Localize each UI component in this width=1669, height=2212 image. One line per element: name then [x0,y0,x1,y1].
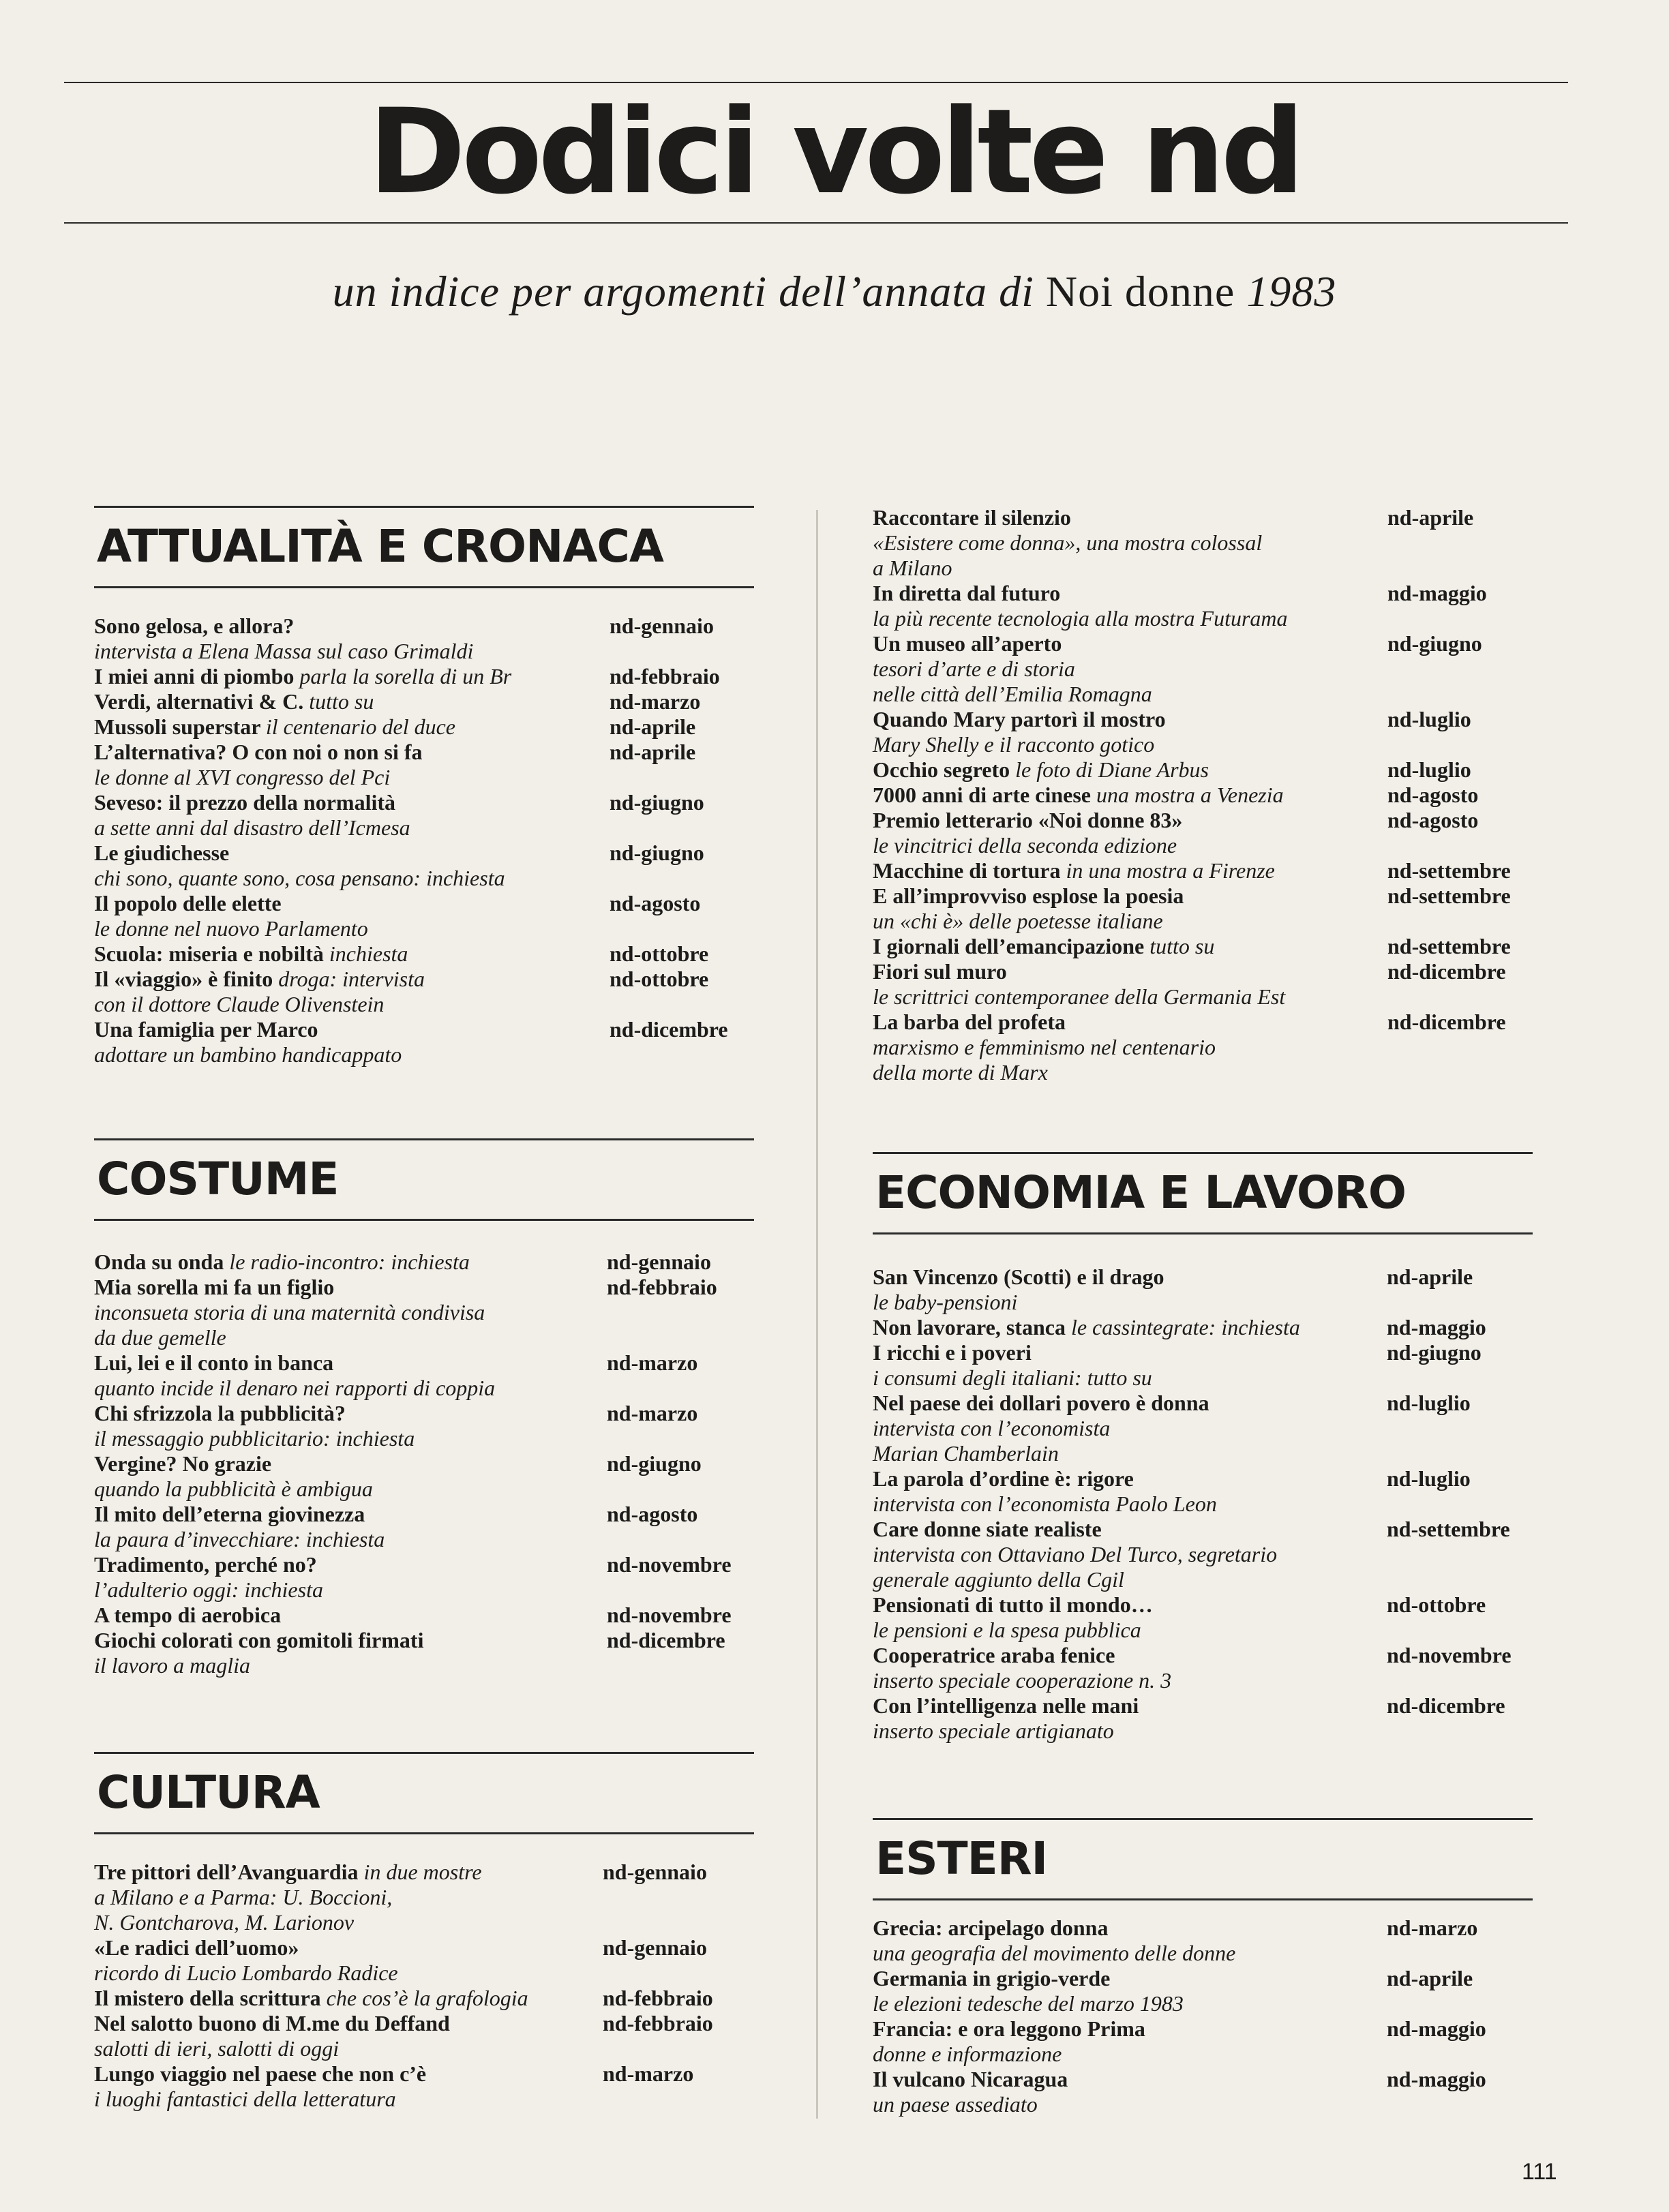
index-entry [873,1592,1533,1643]
entry-description: una geografia del movimento delle donne [873,1941,1236,1965]
entry-description: quando la pubblicità è ambigua [94,1476,373,1501]
index-entry [94,1552,754,1603]
entry-description: le foto di Diane Arbus [1015,757,1209,782]
index-entry [873,2016,1533,2067]
entry-issue: nd-ottobre [610,941,709,966]
index-entry [94,1935,754,1986]
entry-title: I giornali dell’emancipazione [873,934,1150,958]
entry-list-attualita [94,613,754,1067]
entry-list-cultura-cont [873,505,1533,1085]
entry-issue: nd-aprile [1387,505,1474,530]
entry-description: inserto speciale artigianato [873,1718,1114,1743]
entry-issue: nd-febbraio [603,2011,713,2035]
entry-description: donne e informazione [873,2042,1062,2066]
index-entry [94,613,754,664]
entry-description: il messaggio pubblicitario: inchiesta [94,1426,415,1451]
entry-issue: nd-aprile [1387,1966,1473,1990]
entry-title: Vergine? No grazie [94,1451,272,1476]
entry-issue: nd-luglio [1387,707,1471,731]
entry-description: la più recente tecnologia alla mostra Futurama [873,606,1288,631]
index-entry [94,1860,754,1935]
index-entry [873,858,1533,883]
entry-title: Giochi colorati con gomitoli firmati [94,1628,424,1652]
entry-line [873,1668,1533,1693]
index-entry [873,1693,1533,1744]
entry-line [873,606,1533,631]
entry-line [94,1910,754,1935]
index-entry [873,631,1533,707]
entry-title: Una famiglia per Marco [94,1017,318,1042]
entry-issue: nd-gennaio [610,613,714,638]
index-entry [873,1643,1533,1693]
index-entry [873,1315,1533,1340]
entry-line [873,1365,1533,1391]
entry-description: a Milano e a Parma: U. Boccioni, [94,1885,393,1909]
index-entry [94,1451,754,1502]
section-title: ESTERI [875,1832,1048,1885]
entry-description: inconsueta storia di una maternità condivisa [94,1300,485,1324]
section-heading-esteri [873,1818,1533,1901]
entry-issue: nd-febbraio [603,1986,713,2010]
section-title: ECONOMIA E LAVORO [875,1166,1406,1219]
index-entry [94,1249,754,1275]
entry-line [873,732,1533,757]
entry-title: Raccontare il silenzio [873,505,1071,530]
entry-description: le donne nel nuovo Parlamento [94,916,368,941]
entry-line [873,1542,1533,1567]
entry-title: I miei anni di piombo [94,664,300,688]
index-entry [94,967,754,1017]
entry-title: Chi sfrizzola la pubblicità? [94,1401,346,1425]
entry-list-cultura [94,1860,754,2112]
index-entry [873,1010,1533,1085]
entry-description: salotti di ieri, salotti di oggi [94,2036,340,2061]
index-entry [94,1275,754,1350]
entry-title: Tradimento, perché no? [94,1552,317,1577]
entry-issue: nd-febbraio [610,664,720,688]
entry-description: marxismo e femminismo nel centenario [873,1035,1216,1059]
entry-title: San Vincenzo (Scotti) e il drago [873,1264,1164,1289]
entry-line [873,530,1533,556]
entry-description: il lavoro a maglia [94,1653,251,1678]
entry-description: le scrittrici contemporanee della Germania Est [873,984,1286,1009]
entry-description: da due gemelle [94,1325,226,1350]
entry-issue: nd-giugno [610,840,704,865]
index-entry [94,1986,754,2011]
index-entry [873,707,1533,757]
entry-description: le vincitrici della seconda edizione [873,833,1177,858]
section-heading-attualita [94,506,754,589]
entry-issue: nd-settembre [1387,934,1511,958]
entry-list-costume [94,1249,754,1678]
entry-description: inserto speciale cooperazione n. 3 [873,1668,1172,1693]
entry-line [873,909,1533,934]
index-entry [94,1401,754,1451]
entry-title: Lui, lei e il conto in banca [94,1350,334,1375]
entry-description: intervista con l’economista [873,1416,1111,1440]
entry-issue: nd-dicembre [1387,1693,1505,1718]
entry-title: Francia: e ora leggono Prima [873,2016,1145,2041]
entry-issue: nd-maggio [1387,581,1487,605]
index-entry [94,689,754,714]
entry-title: Le giudichesse [94,840,230,865]
entry-issue: nd-agosto [1387,808,1479,832]
section-rule-top [873,1152,1533,1154]
entry-description: l’adulterio oggi: inchiesta [94,1577,323,1602]
index-entry [873,1466,1533,1517]
entry-line [94,992,754,1017]
section-rule-bottom [94,586,754,588]
index-entry [873,1264,1533,1315]
entry-issue: nd-marzo [1387,1915,1478,1940]
entry-line [94,1426,754,1451]
entry-description: parla la sorella di un Br [299,664,512,688]
entry-line [873,656,1533,682]
entry-line [873,556,1533,581]
entry-description: inchiesta [329,941,408,966]
entry-title: Il mito dell’eterna giovinezza [94,1502,365,1526]
header-rule-bottom [64,222,1568,224]
index-entry [873,1966,1533,2016]
entry-title: Mia sorella mi fa un figlio [94,1275,335,1299]
entry-title: Il popolo delle elette [94,891,282,915]
entry-issue: nd-giugno [607,1451,702,1476]
entry-line [873,1618,1533,1643]
entry-issue: nd-novembre [607,1603,732,1627]
entry-description: le elezioni tedesche del marzo 1983 [873,1991,1184,2016]
section-rule-bottom [873,1232,1533,1234]
section-heading-economia [873,1152,1533,1235]
entry-list-esteri [873,1915,1533,2117]
index-entry [873,1391,1533,1466]
entry-line [94,1527,754,1552]
entry-line [873,1290,1533,1315]
entry-description: le pensioni e la spesa pubblica [873,1618,1141,1642]
entry-title: Seveso: il prezzo della normalità [94,790,395,815]
entry-line [94,1376,754,1401]
section-title: COSTUME [97,1153,339,1205]
column-divider [816,510,818,2119]
entry-issue: nd-maggio [1387,1315,1486,1339]
entry-title: Occhio segreto [873,757,1016,782]
entry-description: tutto su [309,689,374,714]
entry-title: Cooperatrice araba fenice [873,1643,1115,1667]
section-rule-top [94,506,754,508]
entry-issue: nd-novembre [607,1552,732,1577]
entry-issue: nd-gennaio [603,1860,707,1884]
entry-line [94,916,754,941]
entry-line [94,1042,754,1067]
entry-issue: nd-giugno [610,790,704,815]
index-entry [873,757,1533,783]
index-entry [94,840,754,891]
section-rule-bottom [873,1898,1533,1900]
entry-title: La barba del profeta [873,1010,1066,1034]
entry-issue: nd-giugno [1387,631,1482,656]
entry-description: in una mostra a Firenze [1066,858,1275,883]
index-entry [94,1350,754,1401]
index-entry [873,1915,1533,1966]
entry-description: che cos’è la grafologia [326,1986,528,2010]
index-entry [94,664,754,689]
entry-issue: nd-aprile [610,740,696,764]
entry-list-economia [873,1264,1533,1744]
index-entry [94,1017,754,1067]
entry-issue: nd-giugno [1387,1340,1482,1365]
index-entry [94,1502,754,1552]
entry-issue: nd-marzo [607,1350,698,1375]
page-title: Dodici volte nd [368,83,1301,220]
entry-title: Tre pittori dell’Avanguardia [94,1860,364,1884]
entry-issue: nd-luglio [1387,757,1471,782]
entry-title: Lungo viaggio nel paese che non c’è [94,2061,427,2086]
entry-description: della morte di Marx [873,1060,1048,1085]
entry-title: Con l’intelligenza nelle mani [873,1693,1139,1718]
entry-line [94,866,754,891]
entry-title: Quando Mary partorì il mostro [873,707,1166,731]
entry-title: Scuola: miseria e nobiltà [94,941,329,966]
section-heading-costume [94,1138,754,1222]
entry-description: intervista a Elena Massa sul caso Grimaldi [94,639,474,663]
entry-description: Mary Shelly e il racconto gotico [873,732,1155,757]
entry-description: «Esistere come donna», una mostra colossal [873,530,1263,555]
entry-title: Il mistero della scrittura [94,1986,327,2010]
entry-issue: nd-dicembre [607,1628,725,1652]
entry-description: le cassintegrate: inchiesta [1070,1315,1300,1339]
entry-description: un paese assediato [873,2092,1038,2117]
entry-issue: nd-settembre [1387,883,1511,908]
entry-title: L’alternativa? O con noi o non si fa [94,740,423,764]
entry-issue: nd-novembre [1387,1643,1512,1667]
page-number: 111 [1522,2159,1557,2185]
entry-issue: nd-aprile [610,714,696,739]
entry-line [873,1491,1533,1517]
section-title: ATTUALITÀ E CRONACA [97,520,663,573]
entry-line [94,765,754,790]
section-heading-cultura [94,1752,754,1835]
entry-issue: nd-agosto [607,1502,698,1526]
entry-issue: nd-ottobre [1387,1592,1486,1617]
entry-description: ricordo di Lucio Lombardo Radice [94,1960,398,1985]
index-entry [94,1603,754,1628]
entry-issue: nd-luglio [1387,1391,1471,1415]
index-entry [873,2067,1533,2117]
entry-line [873,833,1533,858]
entry-line [873,1718,1533,1744]
entry-line [94,815,754,840]
entry-line [873,984,1533,1010]
entry-title: La parola d’ordine è: rigore [873,1466,1134,1491]
entry-title: Mussoli superstar [94,714,266,739]
index-entry [94,891,754,941]
entry-title: Sono gelosa, e allora? [94,613,295,638]
entry-title: Non lavorare, stanca [873,1315,1071,1339]
entry-issue: nd-gennaio [603,1935,707,1960]
entry-title: Care donne siate realiste [873,1517,1102,1541]
index-entry [94,714,754,740]
index-entry [873,1517,1533,1592]
index-entry [94,2011,754,2061]
entry-description: intervista con Ottaviano Del Turco, segretario [873,1542,1278,1566]
index-entry [94,941,754,967]
entry-line [873,1035,1533,1060]
entry-title: «Le radici dell’uomo» [94,1935,299,1960]
section-rule-bottom [94,1219,754,1221]
entry-description: a sette anni dal disastro dell’Icmesa [94,815,410,840]
entry-description: le baby-pensioni [873,1290,1018,1314]
entry-description: Marian Chamberlain [873,1441,1059,1466]
subtitle-part: un indice per argomenti dell’annata di [332,267,1046,316]
page-subtitle [0,264,1669,319]
index-entry [873,959,1533,1010]
entry-line [94,2036,754,2061]
entry-issue: nd-maggio [1387,2016,1486,2041]
entry-issue: nd-dicembre [1387,959,1506,984]
entry-issue: nd-ottobre [610,967,709,991]
entry-description: adottare un bambino handicappato [94,1042,402,1067]
entry-title: Macchine di tortura [873,858,1066,883]
entry-issue: nd-dicembre [1387,1010,1506,1034]
entry-line [873,1991,1533,2016]
entry-description: chi sono, quante sono, cosa pensano: inchiesta [94,866,505,890]
entry-description: generale aggiunto della Cgil [873,1567,1124,1592]
entry-issue: nd-gennaio [607,1249,711,1274]
entry-line [873,1941,1533,1966]
entry-issue: nd-maggio [1387,2067,1486,2091]
entry-description: le donne al XVI congresso del Pci [94,765,391,789]
entry-title: Premio letterario «Noi donne 83» [873,808,1183,832]
entry-description: con il dottore Claude Olivenstein [94,992,385,1016]
entry-title: Germania in grigio-verde [873,1966,1111,1990]
entry-description: intervista con l’economista Paolo Leon [873,1491,1217,1516]
section-title: CULTURA [97,1766,320,1819]
entry-issue: nd-aprile [1387,1264,1473,1289]
entry-line [94,1577,754,1603]
entry-issue: nd-marzo [610,689,701,714]
entry-description: droga: intervista [278,967,425,991]
entry-title: Il vulcano Nicaragua [873,2067,1068,2091]
entry-line [873,1567,1533,1592]
entry-line [94,1325,754,1350]
entry-description: una mostra a Venezia [1096,783,1284,807]
entry-title: Verdi, alternativi & C. [94,689,310,714]
entry-issue: nd-dicembre [610,1017,728,1042]
entry-line [94,1653,754,1678]
subtitle-part: Noi donne [1045,267,1247,316]
entry-title: Un museo all’aperto [873,631,1062,656]
entry-line [94,1960,754,1986]
entry-issue: nd-marzo [603,2061,694,2086]
index-entry [873,883,1533,934]
index-entry [94,1628,754,1678]
entry-title: Grecia: arcipelago donna [873,1915,1109,1940]
entry-description: quanto incide il denaro nei rapporti di coppia [94,1376,496,1400]
entry-issue: nd-settembre [1387,1517,1510,1541]
entry-title: Nel salotto buono di M.me du Deffand [94,2011,450,2035]
index-entry [873,783,1533,808]
entry-description: tesori d’arte e di storia [873,656,1075,681]
subtitle-part: 1983 [1246,267,1337,316]
index-entry [873,581,1533,631]
index-entry [873,934,1533,959]
entry-line [94,1476,754,1502]
entry-description: N. Gontcharova, M. Larionov [94,1910,355,1935]
entry-description: le radio-incontro: inchiesta [229,1249,470,1274]
section-rule-top [94,1138,754,1140]
entry-line [94,1885,754,1910]
index-entry [873,808,1533,858]
entry-description: un «chi è» delle poetesse italiane [873,909,1163,933]
entry-title: Nel paese dei dollari povero è donna [873,1391,1209,1415]
section-rule-bottom [94,1832,754,1834]
entry-title: Fiori sul muro [873,959,1007,984]
entry-title: Onda su onda [94,1249,230,1274]
entry-title: E all’improvviso esplose la poesia [873,883,1184,908]
entry-issue: nd-marzo [607,1401,698,1425]
entry-line [873,2042,1533,2067]
entry-line [94,1300,754,1325]
entry-description: la paura d’invecchiare: inchiesta [94,1527,385,1551]
entry-line [873,2092,1533,2117]
entry-description: nelle città dell’Emilia Romagna [873,682,1152,706]
entry-line [94,2087,754,2112]
entry-line [873,682,1533,707]
entry-line [873,1441,1533,1466]
index-entry [873,1340,1533,1391]
section-rule-top [873,1818,1533,1820]
index-entry [94,740,754,790]
entry-description: a Milano [873,556,952,580]
entry-line [94,639,754,664]
entry-title: Il «viaggio» è finito [94,967,279,991]
entry-title: 7000 anni di arte cinese [873,783,1096,807]
entry-title: I ricchi e i poveri [873,1340,1032,1365]
entry-description: i luoghi fantastici della letteratura [94,2087,396,2111]
entry-issue: nd-agosto [610,891,701,915]
entry-description: in due mostre [363,1860,482,1884]
entry-line [873,1416,1533,1441]
entry-description: tutto su [1149,934,1215,958]
index-entry [94,2061,754,2112]
entry-issue: nd-agosto [1387,783,1479,807]
index-entry [873,505,1533,581]
index-entry [94,790,754,840]
entry-description: i consumi degli italiani: tutto su [873,1365,1152,1390]
entry-description: il centenario del duce [265,714,455,739]
entry-line [873,1060,1533,1085]
entry-title: Pensionati di tutto il mondo… [873,1592,1153,1617]
entry-issue: nd-febbraio [607,1275,717,1299]
section-rule-top [94,1752,754,1754]
entry-issue: nd-settembre [1387,858,1511,883]
entry-issue: nd-luglio [1387,1466,1471,1491]
entry-title: A tempo di aerobica [94,1603,282,1627]
entry-title: In diretta dal futuro [873,581,1061,605]
